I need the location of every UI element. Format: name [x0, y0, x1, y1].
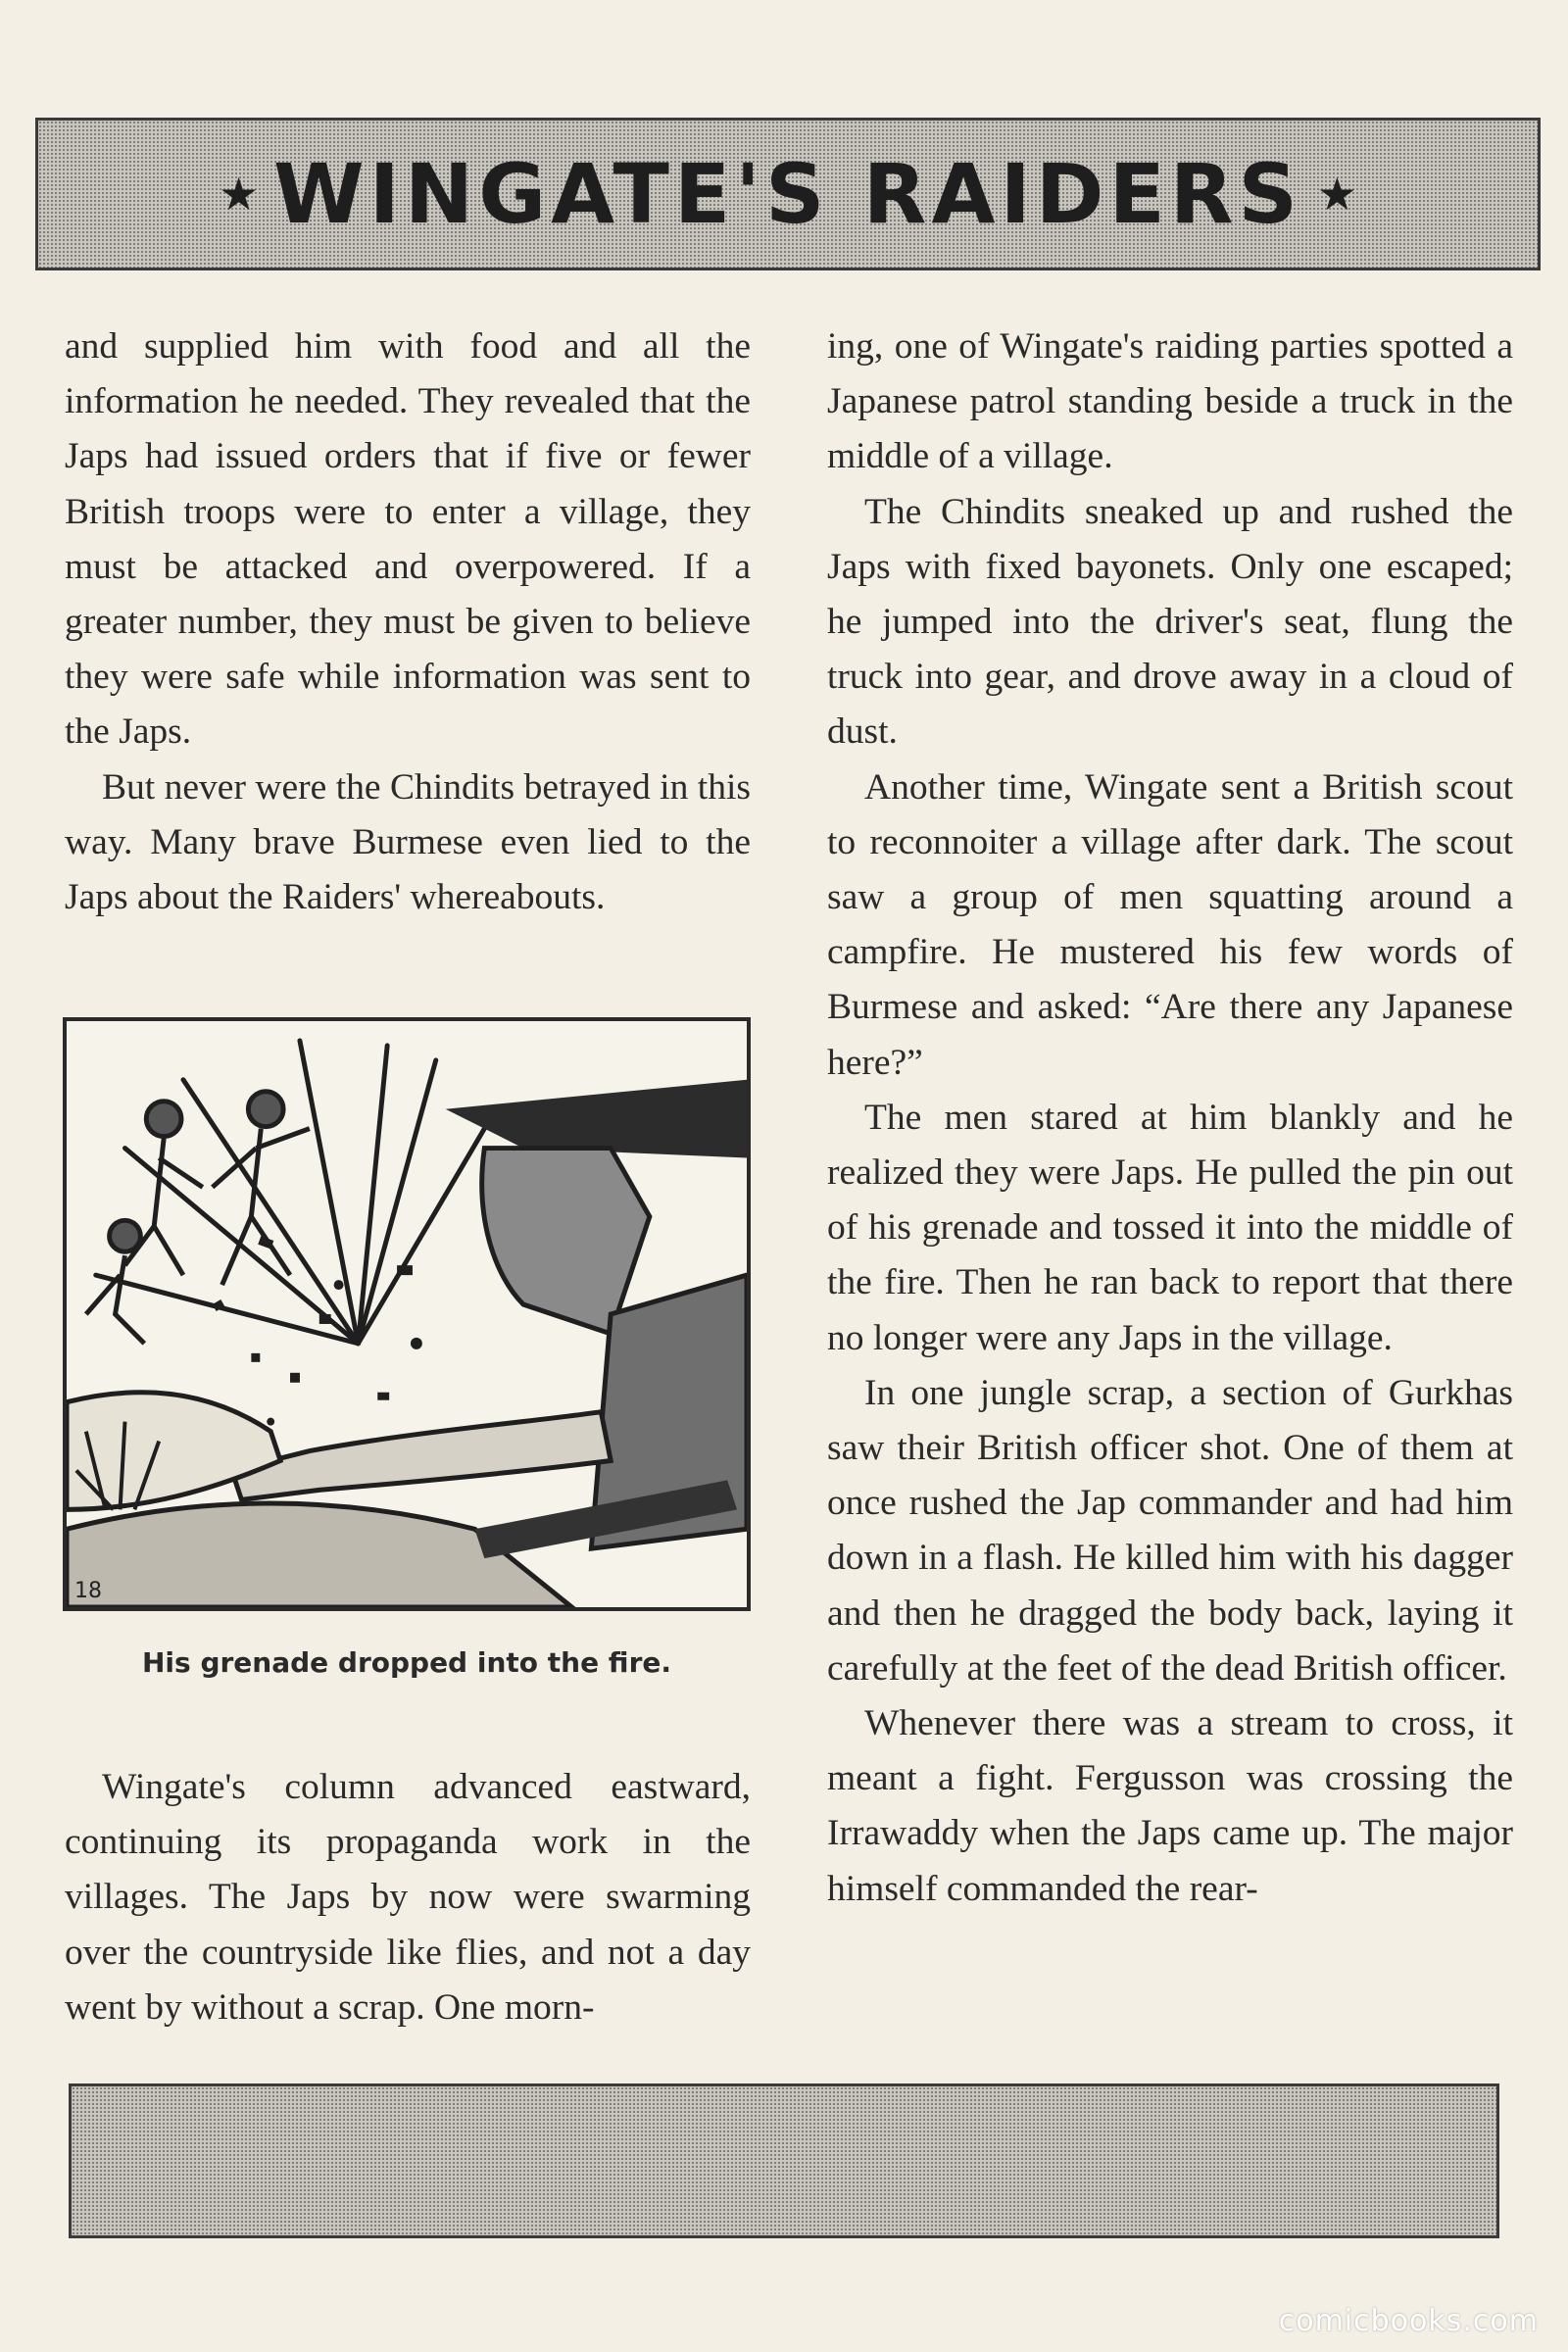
watermark: comicbooks.com [1278, 2304, 1539, 2338]
title-banner [35, 118, 1541, 270]
paragraph: The Chindits sneaked up and rushed the Japs with fixed bayonets. Only one escaped; he jumped into the driver's seat, flung the truck into gear, and drove away in a cloud of dust. [827, 491, 1513, 753]
paragraph: Wingate's column advanced eastward, continuing its propaganda work in the villages. The Japs by now were swarming over the countryside like flies, and not a day went by without a scrap. One morn- [65, 1767, 751, 2028]
illustration-caption: His grenade dropped into the fire. [142, 1646, 671, 1679]
left-column [65, 319, 751, 925]
star-icon-left: ★ [219, 168, 260, 220]
paragraph: Another time, Wingate sent a British scout to reconnoiter a village after dark. The scout saw a group of men squatting around a campfire. He mustered his few words of Burmese and asked: “Are there any Japanese here?” [827, 766, 1513, 1083]
paragraph: But never were the Chindits betrayed in this way. Many brave Burmese even lied to the Japs about the Raiders' whereabouts. [65, 766, 751, 918]
left-column-lower [65, 1760, 751, 2035]
panel-number: 18 [74, 1579, 102, 1603]
paragraph: Whenever there was a stream to cross, it meant a fight. Fergusson was crossing the Irrawaddy when the Japs came up. The major himself commanded the rear- [827, 1703, 1513, 1909]
right-column [827, 319, 1513, 1917]
paragraph: ing, one of Wingate's raiding parties spotted a Japanese patrol standing beside a truck in the middle of a village. [827, 326, 1513, 477]
star-icon-right: ★ [1316, 168, 1357, 220]
footer-band [69, 2083, 1499, 2238]
paragraph: The men stared at him blankly and he realized they were Japs. He pulled the pin out of his grenade and tossed it into the middle of the fire. Then he ran back to report that there no longer were any Japs in the village. [827, 1097, 1513, 1358]
paragraph: and supplied him with food and all the information he needed. They revealed that the Japs had issued orders that if five or fewer British troops were to enter a village, they must be attacked and overpowered. If a greater number, they must be given to believe they were safe while information was sent to the Japs. [65, 326, 751, 753]
comic-illustration [63, 1017, 751, 1611]
paragraph: In one jungle scrap, a section of Gurkhas saw their British officer shot. One of them at once rushed the Jap commander and had him down in a flash. He killed him with his dagger and then he dragged the body back, laying it carefully at the feet of the dead British officer. [827, 1372, 1513, 1689]
page-title: WINGATE'S RAIDERS [272, 146, 1302, 242]
grenade-explosion-drawing [67, 1021, 747, 1607]
